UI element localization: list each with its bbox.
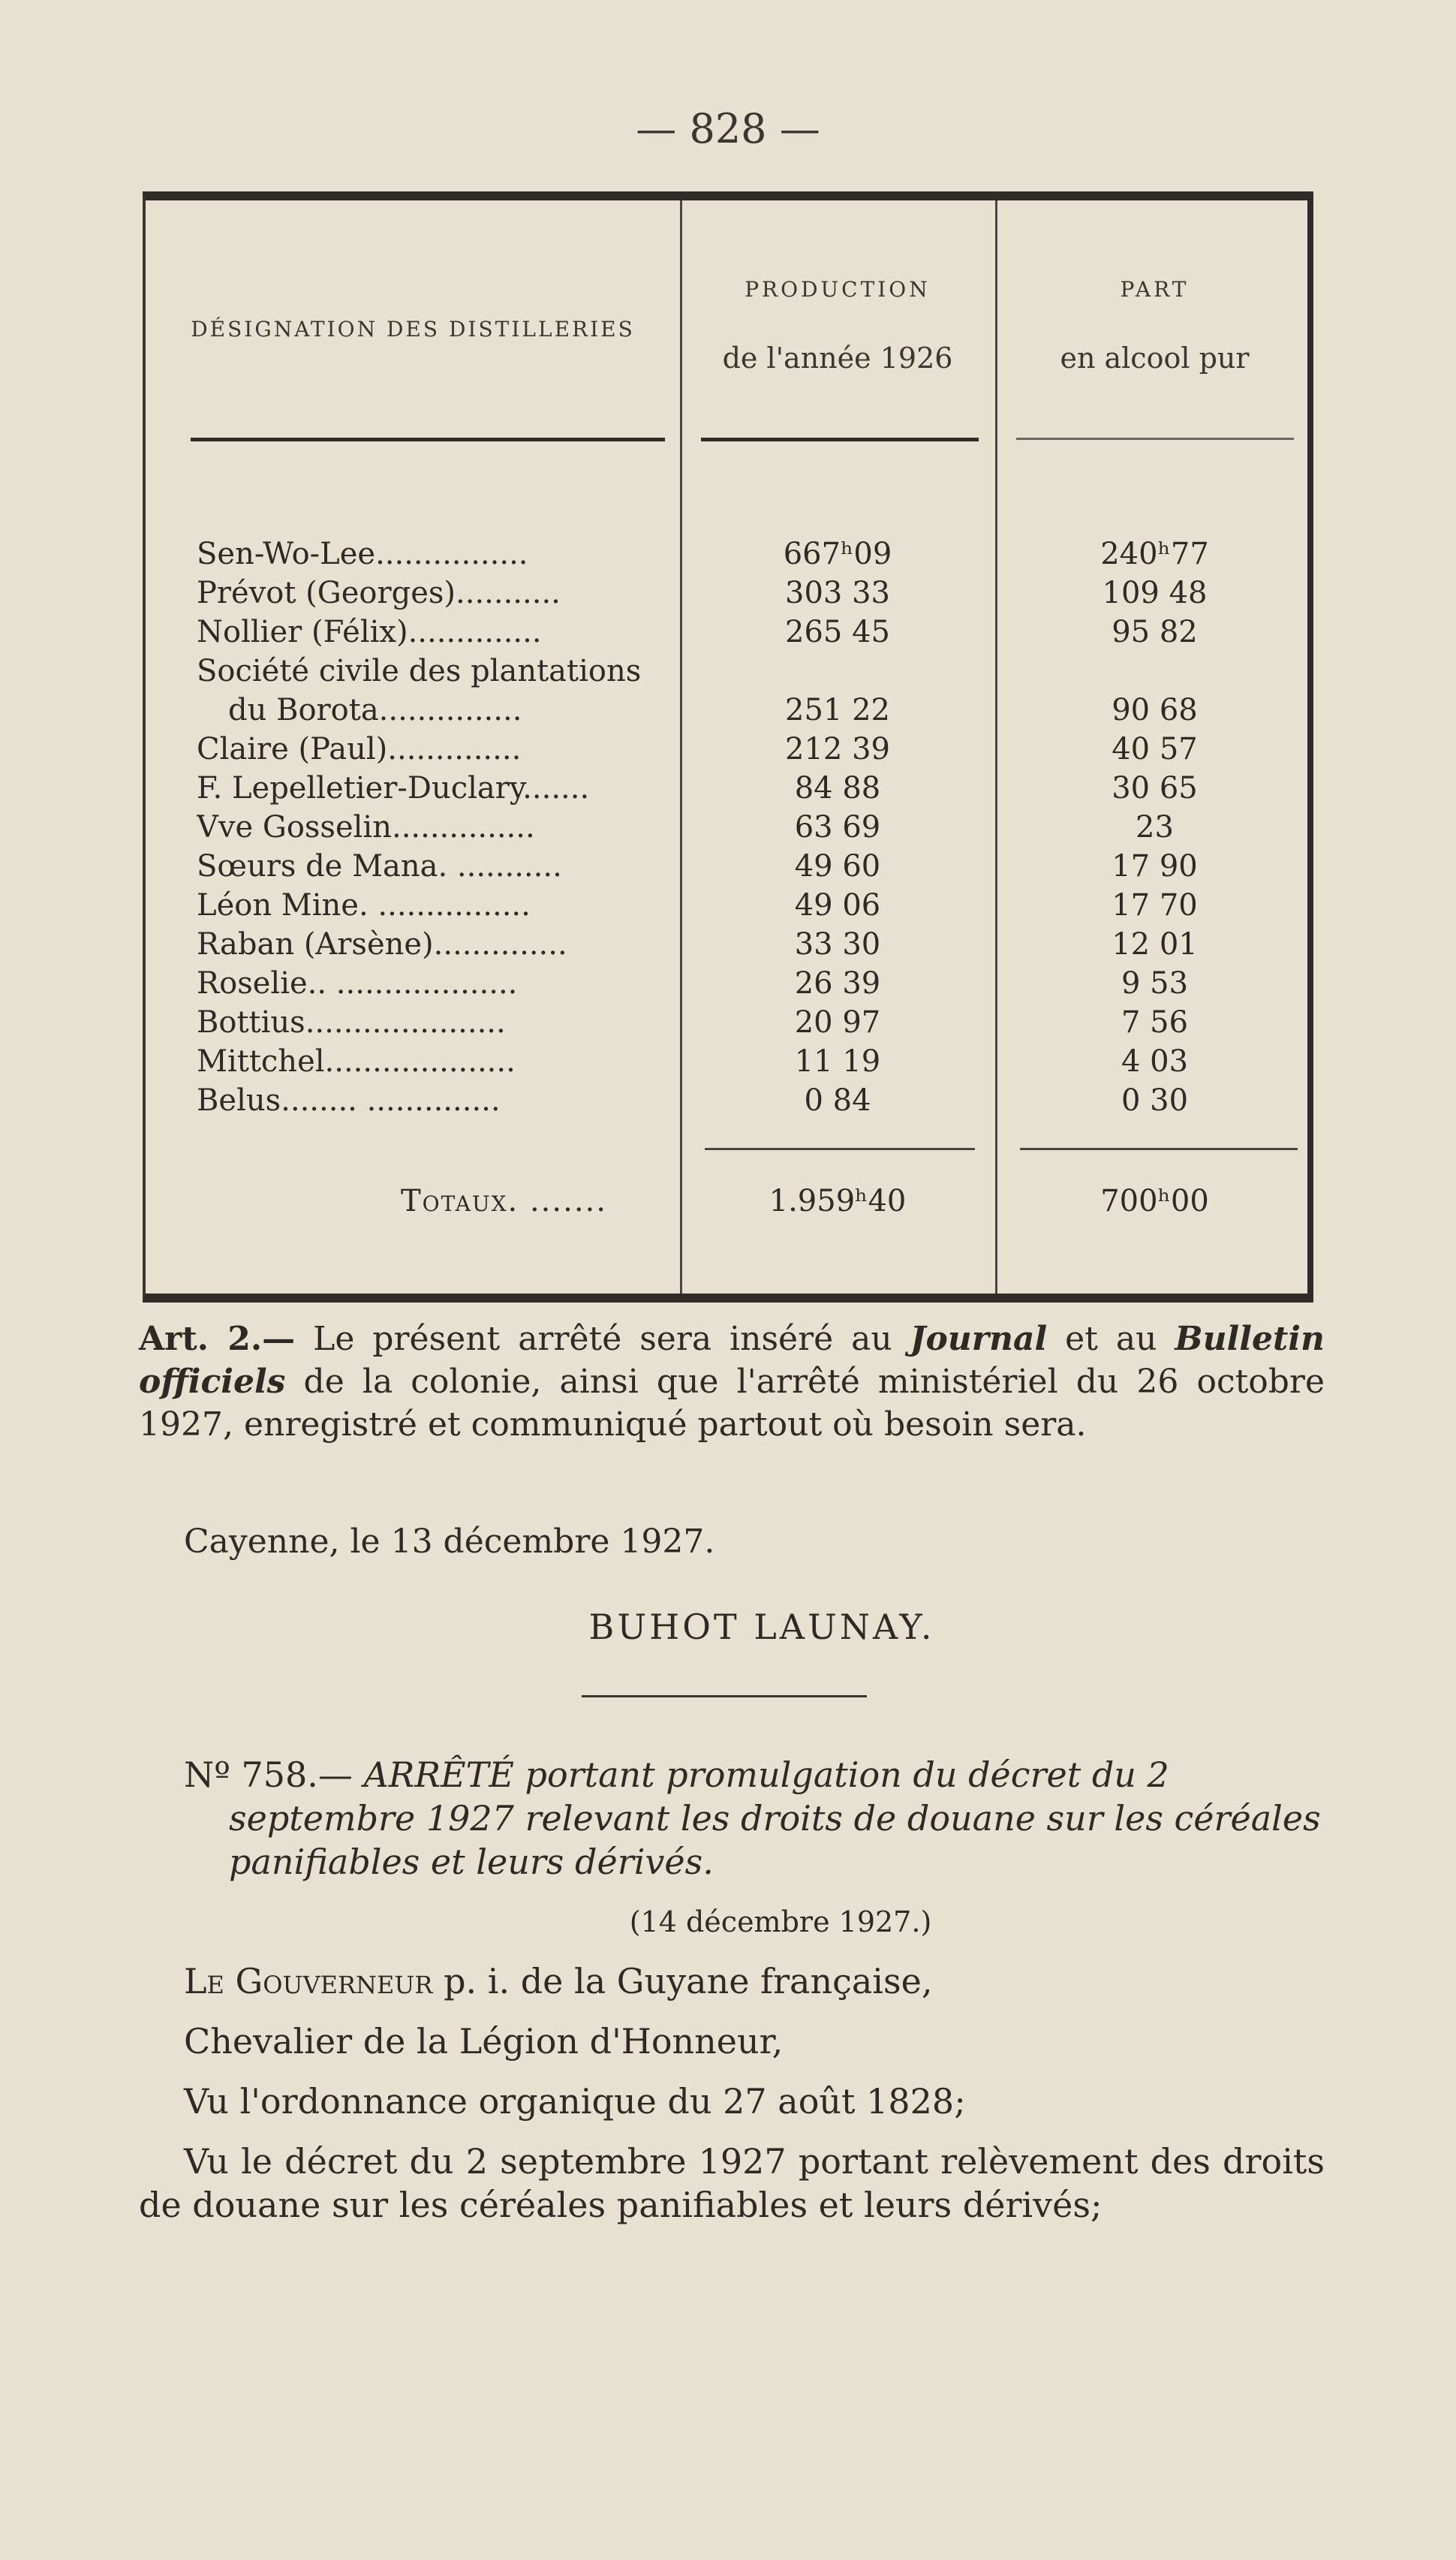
- signature: BUHOT LAUNAY.: [588, 1607, 935, 1647]
- alcohol-part-value: 12 01: [1112, 927, 1198, 962]
- decree-heading: [184, 1753, 1325, 1884]
- alcohol-part-value: 109 48: [1102, 576, 1208, 610]
- table-row: [146, 537, 1316, 576]
- alcohol-part-value: 7 56: [1121, 1005, 1189, 1040]
- journal-title: Journal: [910, 1320, 1048, 1358]
- section-divider: [582, 1695, 867, 1697]
- production-value: 49 06: [794, 888, 881, 923]
- decree-title: ARRÊTÉ portant promulgation du décret du 2 septembre 1927 relevant les droits de douane sur les céréales panifiables et leurs dérivés.: [229, 1754, 1321, 1882]
- header-rule: [1016, 438, 1294, 440]
- header-part: PART: [1120, 277, 1190, 302]
- page-number: — 828 —: [636, 105, 820, 152]
- decree-number: Nº 758.—: [184, 1754, 353, 1795]
- alcohol-part-value: 4 03: [1121, 1044, 1189, 1079]
- chevalier-line: Chevalier de la Légion d'Honneur,: [184, 2021, 784, 2062]
- production-value: 251 22: [785, 693, 890, 727]
- alcohol-part-value: 240ʰ77: [1100, 537, 1209, 571]
- distillery-name: F. Lepelletier-Duclary.......: [197, 771, 590, 806]
- production-value: 49 60: [794, 849, 881, 884]
- distillery-name: Sen-Wo-Lee................: [197, 537, 528, 571]
- production-value: 20 97: [794, 1005, 881, 1040]
- article-text: et au: [1047, 1320, 1175, 1358]
- table-row: [146, 1044, 1316, 1083]
- alcohol-part-value: 17 70: [1112, 888, 1198, 923]
- alcohol-part-value: 95 82: [1112, 615, 1198, 649]
- governor-rest: p. i. de la Guyane française,: [432, 1961, 933, 2001]
- alcohol-part-value: 30 65: [1112, 771, 1198, 806]
- table-row: [146, 810, 1316, 849]
- production-value: 303 33: [785, 576, 890, 610]
- production-value: 63 69: [794, 810, 881, 845]
- production-value: 212 39: [785, 732, 890, 766]
- distillery-name: Sœurs de Mana. ...........: [197, 849, 562, 884]
- production-value: 26 39: [794, 966, 881, 1001]
- header-designation: DÉSIGNATION DES DISTILLERIES: [191, 317, 635, 342]
- production-value: 0 84: [804, 1083, 871, 1118]
- place-date: Cayenne, le 13 décembre 1927.: [184, 1522, 715, 1561]
- distillery-name: Bottius.....................: [197, 1005, 506, 1040]
- table-row: [146, 849, 1316, 888]
- alcohol-part-value: 0 30: [1121, 1083, 1189, 1118]
- distillery-name: Société civile des plantations: [197, 654, 642, 688]
- distilleries-table: [143, 191, 1313, 1303]
- alcohol-part-value: 90 68: [1112, 693, 1198, 727]
- production-value: 265 45: [785, 615, 890, 649]
- production-value: 11 19: [794, 1044, 881, 1079]
- distillery-name: Vve Gosselin...............: [197, 810, 535, 845]
- table-row: [146, 1083, 1316, 1122]
- table-row: [146, 927, 1316, 966]
- header-part-unit: en alcool pur: [1060, 342, 1250, 375]
- totals-part: 700ʰ00: [1100, 1184, 1209, 1218]
- article-text: de la colonie, ainsi que l'arrêté ministériel du 26 octobre 1927, enregistré et communiqué partout où besoin sera.: [139, 1363, 1325, 1444]
- header-rule: [191, 438, 665, 441]
- bulletin-title: Bulletin officiels: [139, 1320, 1325, 1401]
- vu-decret: Vu le décret du 2 septembre 1927 portant relèvement des droits de douane sur les céréales panifiables et leurs dérivés;: [139, 2141, 1325, 2225]
- distillery-name: Prévot (Georges)...........: [197, 576, 561, 610]
- totals-production: 1.959ʰ40: [769, 1184, 907, 1218]
- distillery-name: Belus........ ..............: [197, 1083, 501, 1118]
- alcohol-part-value: 9 53: [1121, 966, 1189, 1001]
- table-row: [146, 576, 1316, 615]
- production-value: 84 88: [794, 771, 881, 806]
- distillery-name: Roselie.. ...................: [197, 966, 518, 1001]
- distillery-name: Raban (Arsène)..............: [197, 927, 567, 962]
- alcohol-part-value: 23: [1136, 810, 1174, 845]
- table-row: [146, 966, 1316, 1005]
- sum-rule: [705, 1148, 975, 1150]
- governor-line: [184, 1959, 1325, 2003]
- production-value: 667ʰ09: [783, 537, 892, 571]
- distillery-name: Mittchel....................: [197, 1044, 516, 1079]
- table-body: [146, 537, 1316, 1122]
- governor-title: Le Gouverneur: [184, 1961, 433, 2001]
- vu-ordonnance: Vu l'ordonnance organique du 27 août 1828;: [184, 2081, 966, 2122]
- distillery-name: Nollier (Félix)..............: [197, 615, 542, 649]
- table-row: [146, 1005, 1316, 1044]
- distillery-name: Léon Mine. ................: [197, 888, 531, 923]
- table-row: [146, 732, 1316, 771]
- distillery-name: du Borota...............: [228, 693, 522, 727]
- table-row: [146, 615, 1316, 654]
- table-row: [146, 771, 1316, 810]
- table-row: [146, 693, 1316, 732]
- alcohol-part-value: 17 90: [1112, 849, 1198, 884]
- header-production-year: de l'année 1926: [722, 342, 953, 375]
- totals-label: Totaux. .......: [401, 1184, 607, 1218]
- article-text: Le présent arrêté sera inséré au: [295, 1320, 910, 1358]
- table-row: [146, 654, 1316, 693]
- header-production: PRODUCTION: [745, 277, 931, 302]
- header-rule: [701, 438, 979, 441]
- table-row: [146, 888, 1316, 927]
- sum-rule: [1020, 1148, 1298, 1150]
- decree-date: (14 décembre 1927.): [629, 1905, 932, 1938]
- article-label: Art. 2.—: [139, 1320, 296, 1358]
- distillery-name: Claire (Paul)..............: [197, 732, 522, 766]
- article-2: [139, 1318, 1325, 1446]
- production-value: 33 30: [794, 927, 881, 962]
- alcohol-part-value: 40 57: [1112, 732, 1198, 766]
